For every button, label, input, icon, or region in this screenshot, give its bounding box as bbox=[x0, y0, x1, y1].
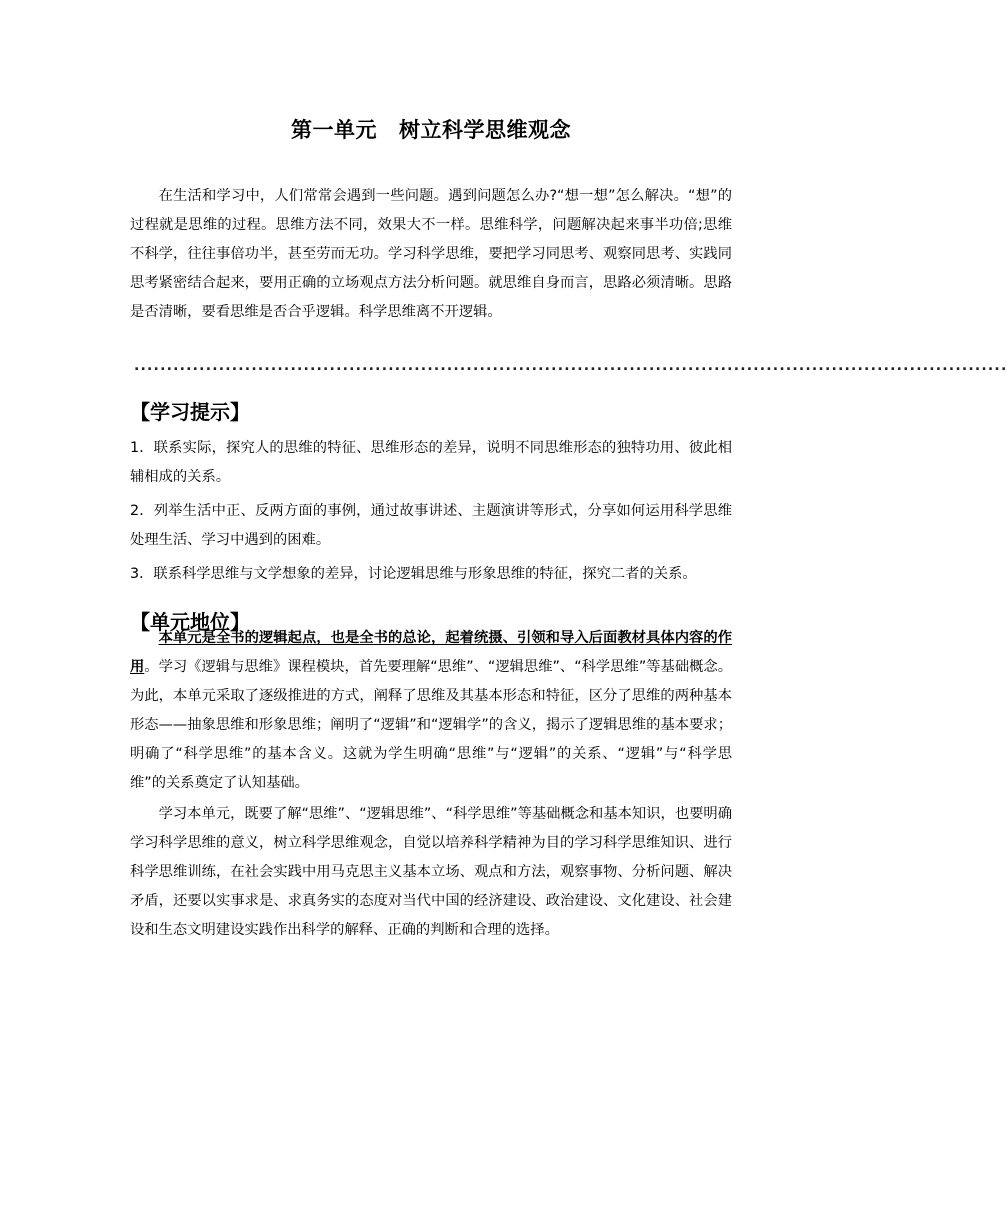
key-sentence: 本单元是全书的逻辑起点，也是全书的总论，起着统摄、引领和导入后面教材具体内容的作用 bbox=[130, 630, 732, 675]
unit-position-paragraph-2: 学习本单元，既要了解“思维”、“逻辑思维”、“科学思维”等基础概念和基本知识，也要明确学习科学思维的意义，树立科学思维观念，自觉以培养科学精神为目的学习科学思维知识、进行科学思维训练，在社会实践中用马克思主义基本立场、观点和方法，观察事物、分析问题、解决矛盾，还要以实事求是、求真务实的态度对当代中国的经济建设、政治建设、文化建设、社会建设和生态文明建设实践作出科学的解释、正确的判断和合理的选择。 bbox=[130, 806, 733, 938]
unit-position-paragraph-1 bbox=[130, 624, 732, 798]
page-title bbox=[130, 114, 732, 144]
list-item: 1．联系实际，探究人的思维的特征、思维形态的差异，说明不同思维形态的独特功用、彼此相辅相成的关系。 bbox=[130, 440, 732, 485]
unit-position-heading: 【单元地位】 bbox=[130, 610, 250, 634]
dotted-divider: ...................................................................................................................................... bbox=[134, 358, 1007, 374]
study-tips-list bbox=[130, 434, 732, 594]
list-item: 3．联系科学思维与文学想象的差异，讨论逻辑思维与形象思维的特征，探究二者的关系。 bbox=[130, 566, 697, 582]
title-unit-name: 树立科学思维观念 bbox=[399, 118, 571, 142]
paragraph-text: 。学习《逻辑与思维》课程模块，首先要理解“思维”、“逻辑思维”、“科学思维”等基础概念。为此，本单元采取了逐级推进的方式，阐释了思维及其基本形态和特征，区分了思维的两种基本形态——抽象思维和形象思维；阐明了“逻辑”和“逻辑学”的含义，揭示了逻辑思维的基本要求；明确了“科学思维”的基本含义。这就为学生明确“思维”与“逻辑”的关系、“逻辑”与“科学思维”的关系奠定了认知基础。 bbox=[130, 659, 733, 791]
title-unit-number: 第一单元 bbox=[291, 118, 377, 142]
study-tips-heading: 【学习提示】 bbox=[130, 400, 250, 424]
intro-paragraph: 在生活和学习中，人们常常会遇到一些问题。遇到问题怎么办?“想一想”怎么解决。“想”的过程就是思维的过程。思维方法不同，效果大不一样。思维科学，问题解决起来事半功倍;思维不科学，往往事倍功半，甚至劳而无功。学习科学思维，要把学习同思考、观察同思考、实践同思考紧密结合起来，要用正确的立场观点方法分析问题。就思维自身而言，思路必须清晰。思路是否清晰，要看思维是否合乎逻辑。科学思维离不开逻辑。 bbox=[130, 188, 732, 320]
unit-position-section bbox=[130, 624, 732, 947]
list-item: 2．列举生活中正、反两方面的事例，通过故事讲述、主题演讲等形式，分享如何运用科学思维处理生活、学习中遇到的困难。 bbox=[130, 503, 732, 548]
